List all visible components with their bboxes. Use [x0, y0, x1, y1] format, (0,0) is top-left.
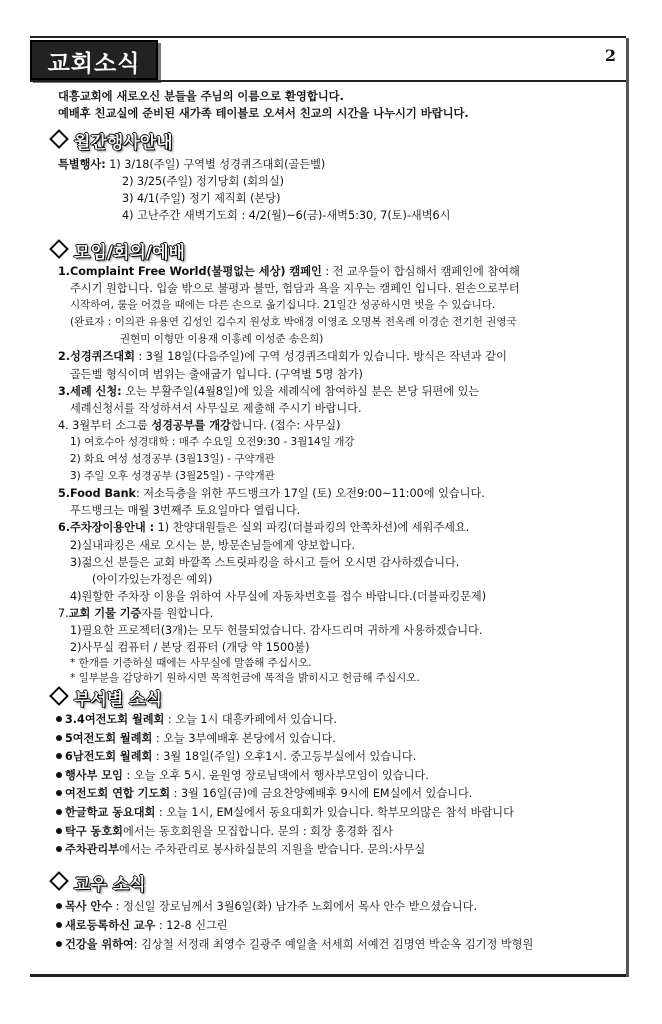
item-lead: 6.주차장이용안내 :: [58, 521, 155, 535]
bullet-icon: [56, 716, 62, 722]
bullet-icon: [56, 828, 62, 834]
list-item: [56, 841, 616, 860]
item-text: 세례신청서를 작성하셔서 사무실로 제출해 주시기 바랍니다.: [70, 401, 362, 415]
item-text: 주시기 원합니다. 입술 밖으로 불평과 불만, 험담과 욕을 지우는 캠페인 입니다. 왼손으로부터: [70, 282, 520, 296]
page-title: 교회소식: [47, 51, 141, 77]
item-sub: 3)젊으신 분들은 교회 바깥쪽 스트릿파킹을 하시고 들어 오시면 감사하겠습니다.: [70, 555, 460, 569]
item-lead: 행사부 모임: [65, 768, 123, 782]
bullet-icon: [56, 735, 62, 741]
title-banner: [30, 40, 158, 80]
item-text: : 오늘 1시, EM실에서 동요대회가 있습니다. 학부모의많은 참석 바랍니다: [155, 805, 514, 819]
section-title: 부서별 소식: [74, 690, 163, 710]
list-item: [56, 730, 616, 749]
diamond-icon: [49, 129, 69, 149]
list-item: [56, 767, 616, 786]
item-text: 골든벨 형식이며 범위는 출애굽기 입니다. (구역별 5명 참가): [70, 367, 363, 381]
event-item: 1) 3/18(주일) 구역별 성경퀴즈대회(골든벨): [109, 158, 326, 171]
welcome-message: [52, 88, 612, 122]
item-lead: 새로등록하신 교우: [65, 919, 156, 932]
diamond-icon: [49, 871, 69, 891]
bullet-icon: [56, 772, 62, 778]
item-sub: 2)사무실 컴퓨터 / 본당 컴퓨터 (개당 약 1500불): [70, 641, 310, 655]
welcome-line-2: 예배후 친교실에 준비된 새가족 테이블로 오셔서 친교의 시간을 나누시기 바랍니다.: [58, 107, 469, 120]
section-members-heading: [52, 870, 172, 894]
item-lead: 탁구 동호회: [65, 824, 123, 838]
section-title: 교우 소식: [74, 875, 146, 895]
item-text: 1) 찬양대원들은 실외 파킹(더블파킹의 안쪽차선)에 세워주세요.: [154, 521, 470, 535]
list-item: [56, 748, 616, 767]
item-text: : 오늘 3부예배후 본당에서 있습니다.: [152, 731, 336, 745]
item-lead: 건강을 위하여: [65, 938, 134, 951]
item-text: 시작하여, 룰을 어겼을 때에는 다른 손으로 옮기십니다. 21일간 성공하시면 벗을 수 있습니다.: [70, 299, 496, 312]
item-text: : 3월 16일(금)에 금요찬양예배후 9시에 EM실에서 있습니다.: [170, 787, 473, 801]
list-item: [56, 898, 616, 917]
bullet-icon: [56, 903, 62, 909]
item-note: * 일부분을 감당하기 원하시면 목적헌금에 목적을 밝히시고 헌금해 주십시오.: [70, 672, 420, 685]
item-text: 에서는 주차관리로 봉사하실분의 지원을 받습니다. 문의:사무실: [119, 843, 426, 857]
diamond-icon: [49, 686, 69, 706]
bullet-icon: [56, 922, 62, 928]
item-lead: 2.성경퀴즈대회: [58, 350, 135, 364]
item-text: : 오늘 오후 5시. 윤원영 장로님댁에서 행사부모임이 있습니다.: [122, 768, 429, 782]
item-text: : 3월 18일(다음주일)에 구역 성경퀴즈대회가 있습니다. 방식은 작년과 같이: [134, 350, 507, 364]
item-text: : 전 교우들이 합심해서 캠페인에 참여해: [321, 265, 520, 278]
bullet-icon: [56, 941, 62, 947]
item-sub: 1)필요한 프로젝터(3개)는 모두 헌물되었습니다. 감사드리며 귀하게 사용하겠습니다.: [70, 623, 483, 637]
item-text: : 저소득층을 위한 푸드뱅크가 17일 (토) 오전9:00~11:00에 있습니다.: [135, 487, 485, 501]
item-text: 합니다. (접수: 사무실): [230, 418, 341, 432]
item-text: 자를 원합니다.: [141, 606, 214, 620]
item-text: : 정신일 장로님께서 3월6일(화) 남가주 노회에서 목사 안수 받으셨습니다.: [112, 900, 478, 913]
members-list: [56, 898, 616, 955]
section-title: 월간행사안내: [74, 133, 173, 153]
item-text: 푸드뱅크는 매월 3번째주 토요일마다 열립니다.: [70, 504, 301, 518]
item-sub: 3) 주일 오후 성경공부 (3월25일) - 구약개관: [70, 470, 275, 483]
monthly-events: [58, 156, 618, 224]
item-lead: 교회 기물 기증: [68, 606, 142, 620]
bullet-icon: [56, 753, 62, 759]
diamond-icon: [49, 239, 69, 259]
event-item: 3) 4/1(주일) 정기 제직회 (본당): [122, 192, 281, 206]
item-text: 7.: [58, 606, 69, 620]
special-events-label: 특별행사:: [58, 158, 106, 171]
list-item: [56, 823, 616, 842]
item-sub: 2)실내파킹은 새로 오시는 분, 방문손님들에게 양보합니다.: [70, 538, 355, 552]
item-text: 4. 3월부터 소그룹: [58, 418, 152, 432]
section-meetings-heading: [52, 238, 202, 262]
page-number: 2: [604, 46, 616, 65]
event-item: 2) 3/25(주일) 정기당회 (회의실): [122, 175, 284, 189]
list-item: [56, 936, 616, 955]
bullet-icon: [56, 790, 62, 796]
section-monthly-heading: [52, 128, 192, 152]
item-text: 에서는 동호회원을 모집합니다. 문의 : 회장 홍경화 집사: [122, 824, 393, 838]
item-lead: 3.세례 신청:: [58, 384, 122, 398]
list-item: [56, 785, 616, 804]
item-text: : 12-8 신그린: [155, 919, 228, 932]
item-lead: 한글학교 동요대회: [65, 805, 156, 819]
meetings-list: [58, 263, 618, 686]
bullet-icon: [56, 809, 62, 815]
item-lead: 3.4여전도회 월례회: [65, 713, 165, 726]
item-lead: 주차관리부: [65, 843, 120, 857]
item-lead: 목사 안수: [65, 900, 113, 913]
section-departments-heading: [52, 685, 192, 709]
item-sub: 2) 화요 여성 성경공부 (3월13일) - 구약개관: [70, 453, 275, 466]
item-lead: 1.Complaint Free World(불평없는 세상) 캠페인: [58, 265, 322, 278]
welcome-line-1: 대흥교회에 새로오신 분들을 주님의 이름으로 환영합니다.: [58, 90, 344, 103]
item-lead: 여전도회 연합 기도회: [65, 787, 171, 801]
item-lead: 성경공부를 개강: [151, 418, 231, 432]
item-lead: 5.Food Bank: [58, 487, 136, 501]
item-note: * 한개를 기증하실 때에는 사무실에 말씀해 주십시오.: [70, 657, 312, 670]
bullet-icon: [56, 846, 62, 852]
item-text: (완료자 : 이의관 유용연 김성인 김수지 원성호 박애경 이영조 오명복 전옥례 이경순 전기헌 권영국: [70, 316, 517, 329]
item-text: : 오늘 1시 대흥카페에서 있습니다.: [164, 713, 338, 726]
item-sub: (아이가있는가정은 예외): [92, 572, 213, 586]
section-title: 모임/회의/예배: [74, 243, 185, 263]
item-sub: 4)원할한 주차장 이용을 위하여 사무실에 자동차번호를 접수 바랍니다.(더블파킹문제): [70, 589, 487, 603]
item-lead: 6남전도회 월례회: [65, 750, 153, 764]
item-sub: 1) 여호수아 성경대학 : 매주 수요일 오전9:30 - 3월14일 개강: [70, 435, 355, 448]
departments-list: [56, 711, 616, 860]
list-item: [56, 711, 616, 730]
item-text: 권현미 이형만 이용재 이홍례 이성준 송은희): [120, 333, 324, 346]
item-text: : 3월 18일(주일) 오후1시. 중고등부실에서 있습니다.: [152, 750, 417, 764]
list-item: [56, 917, 616, 936]
header-rule: [30, 80, 626, 82]
item-text: : 김상철 서정래 최영수 길광주 예일출 서세희 서예건 김명연 박순옥 김기정 박형원: [133, 938, 534, 951]
item-text: 오는 부활주일(4월8일)에 있을 세례식에 참여하실 분은 본당 뒤편에 있는: [121, 384, 480, 398]
item-lead: 5여전도회 월례회: [65, 731, 153, 745]
event-item: 4) 고난주간 새벽기도회 : 4/2(월)~6(금)-새벽5:30, 7(토)-새벽6시: [122, 209, 451, 223]
list-item: [56, 804, 616, 823]
